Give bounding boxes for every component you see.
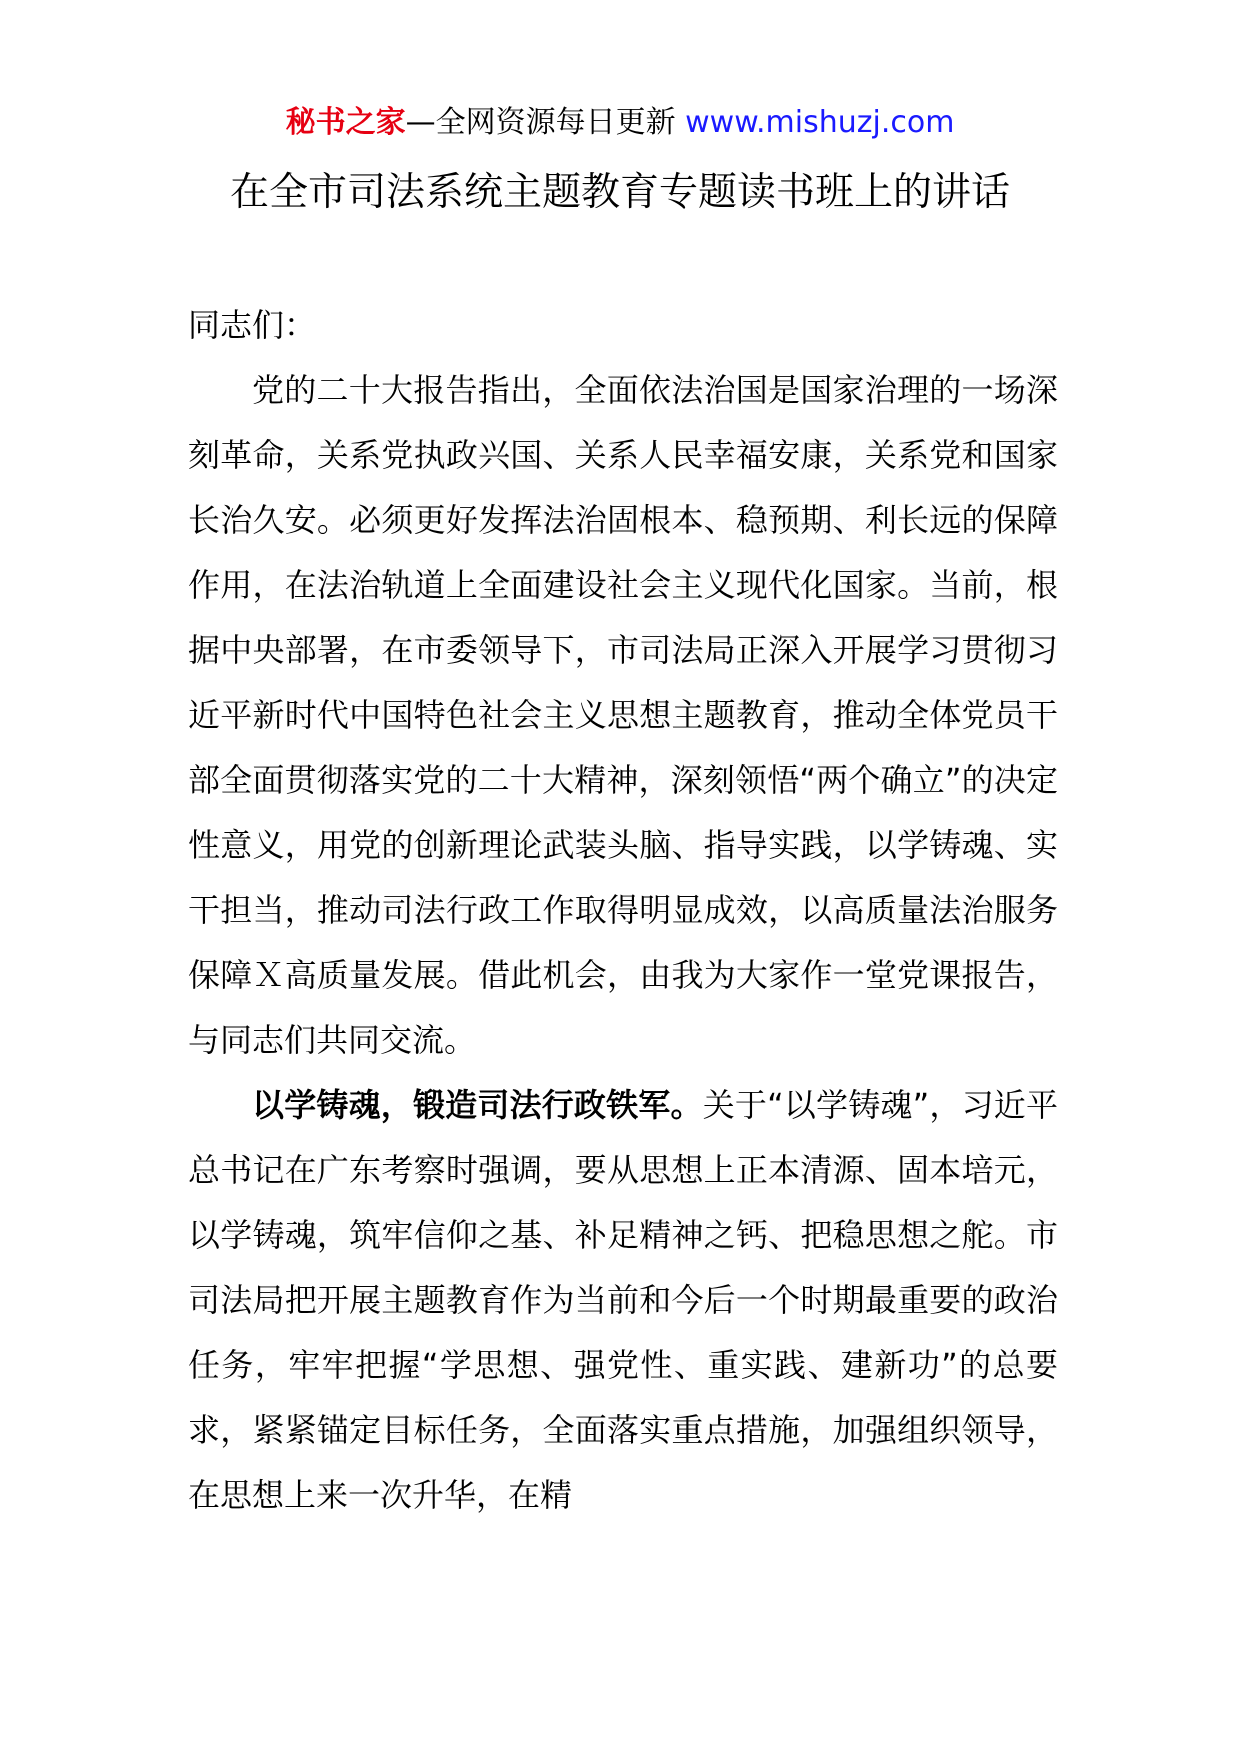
paragraph-1	[188, 358, 1058, 1073]
banner-tagline: —全网资源每日更新	[405, 105, 686, 140]
document-body	[188, 293, 1058, 1528]
banner-site-url[interactable]: www.mishuzj.com	[685, 105, 955, 140]
banner-brand: 秘书之家	[285, 105, 406, 140]
paragraph-2	[188, 1073, 1058, 1528]
paragraph-2-text: 关于“以学铸魂”，习近平总书记在广东考察时强调，要从思想上正本清源、固本培元，以学铸魂，筑牢信仰之基、补足精神之钙、把稳思想之舵。市司法局把开展主题教育作为当前和今后一个时期最重要的政治任务，牢牢把握“学思想、强党性、重实践、建新功”的总要求，紧紧锚定目标任务，全面落实重点措施，加强组织领导，在思想上来一次升华，在精	[188, 1086, 1058, 1514]
paragraph-1-text: 党的二十大报告指出，全面依法治国是国家治理的一场深刻革命，关系党执政兴国、关系人民幸福安康，关系党和国家长治久安。必须更好发挥法治固根本、稳预期、利长远的保障作用，在法治轨道上全面建设社会主义现代化国家。当前，根据中央部署，在市委领导下，市司法局正深入开展学习贯彻习近平新时代中国特色社会主义思想主题教育，推动全体党员干部全面贯彻落实党的二十大精神，深刻领悟“两个确立”的决定性意义，用党的创新理论武装头脑、指导实践，以学铸魂、实干担当，推动司法行政工作取得明显成效，以高质量法治服务保障Ｘ高质量发展。借此机会，由我为大家作一堂党课报告，与同志们共同交流。	[188, 371, 1058, 1059]
site-banner	[0, 103, 1240, 143]
paragraph-2-lead: 以学铸魂，锻造司法行政铁军。	[252, 1086, 703, 1124]
salutation: 同志们：	[188, 306, 317, 344]
document-title: 在全市司法系统主题教育专题读书班上的讲话	[229, 170, 1010, 215]
